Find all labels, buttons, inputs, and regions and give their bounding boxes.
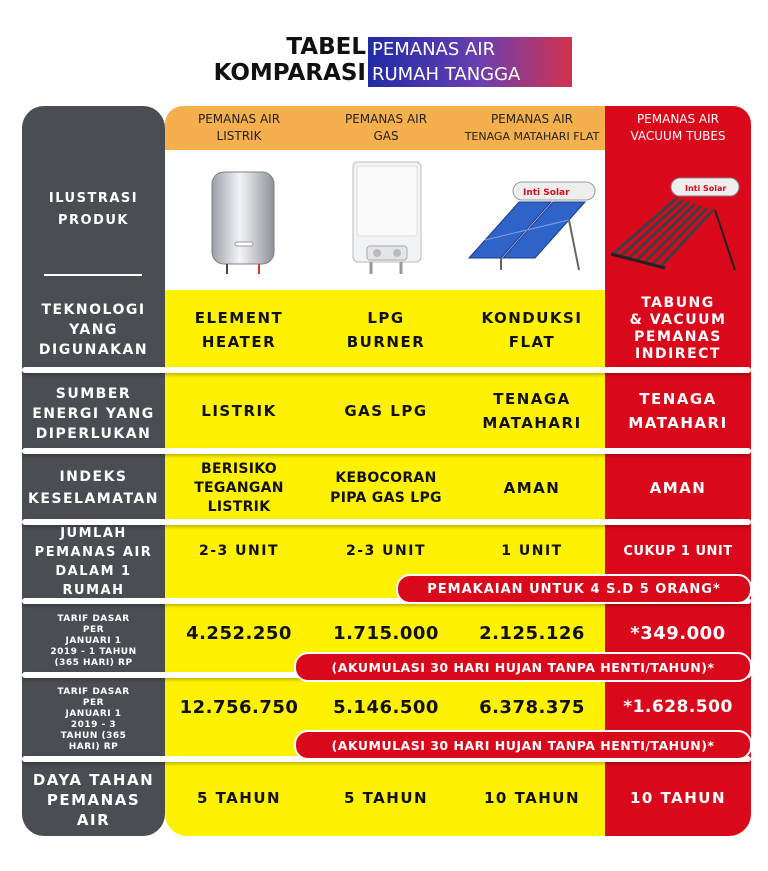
header-vacuum-line2: VACUUM TUBES xyxy=(630,129,726,143)
indeks-electric-1: BERISIKO xyxy=(200,460,278,477)
sumber-vacuum xyxy=(605,375,751,447)
header-solar-flat xyxy=(459,106,605,150)
teknologi-vacuum-4: INDIRECT xyxy=(635,346,721,362)
tarif1-electric-text: 4.252.250 xyxy=(186,622,292,644)
header-electric-line2: LISTRIK xyxy=(216,129,262,143)
sumber-electric xyxy=(165,375,313,447)
tarif3-solar-flat xyxy=(459,690,605,724)
sumber-vacuum-2: MATAHARI xyxy=(628,414,728,432)
label-tarif1-3: JANUARI 1 xyxy=(65,635,122,646)
label-teknologi-2: YANG xyxy=(69,322,118,338)
indeks-vacuum-text: AMAN xyxy=(649,479,707,497)
label-indeks-2: KESELAMATAN xyxy=(27,491,159,507)
jumlah-gas xyxy=(313,536,459,566)
indeks-electric xyxy=(165,456,313,520)
sumber-gas xyxy=(313,375,459,447)
tarif1-vacuum xyxy=(605,616,751,650)
sumber-solar-flat xyxy=(459,375,605,447)
indeks-vacuum xyxy=(605,456,751,520)
label-teknologi-1: TEKNOLOGI xyxy=(41,302,146,318)
label-teknologi xyxy=(22,295,165,365)
indeks-solar-flat xyxy=(459,456,605,520)
label-tarif3-4: 2019 - 3 xyxy=(70,720,117,730)
header-solar-flat-line2: TENAGA MATAHARI FLAT xyxy=(464,130,600,143)
label-indeks xyxy=(22,460,165,516)
indeks-gas-1: KEBOCORAN xyxy=(335,470,437,486)
tarif1-solar-flat-text: 2.125.126 xyxy=(479,622,585,644)
label-tarif3-5: TAHUN (365 xyxy=(60,731,127,741)
teknologi-electric-1: ELEMENT xyxy=(194,309,284,327)
label-tarif1 xyxy=(22,612,165,670)
teknologi-solar-flat-2: FLAT xyxy=(508,333,556,351)
tarif3-note xyxy=(294,730,752,760)
tarif1-note xyxy=(294,652,752,682)
jumlah-electric xyxy=(165,536,313,566)
sumber-gas-text: GAS LPG xyxy=(344,402,428,420)
label-jumlah-3: DALAM 1 RUMAH xyxy=(55,564,132,598)
label-tarif1-4: 2019 - 1 TAHUN xyxy=(50,646,137,657)
label-tarif1-2: PER xyxy=(82,624,105,635)
tarif3-gas-text: 5.146.500 xyxy=(333,696,439,718)
label-tarif1-1: TARIF DASAR xyxy=(57,613,130,624)
indeks-electric-3: LISTRIK xyxy=(207,498,271,515)
title-line2: KOMPARASI xyxy=(213,60,366,86)
tarif3-vacuum-text: *1.628.500 xyxy=(623,697,733,717)
label-daya-1: DAYA TAHAN xyxy=(32,771,155,789)
daya-electric xyxy=(165,780,313,816)
label-sumber-3: DIPERLUKAN xyxy=(35,426,152,442)
tarif1-gas-text: 1.715.000 xyxy=(333,622,439,644)
indeks-gas xyxy=(313,456,459,520)
header-gas-line1: PEMANAS AIR xyxy=(344,112,428,126)
title-text xyxy=(214,34,366,86)
sumber-vacuum-1: TENAGA xyxy=(639,390,717,408)
header-gas-line2: GAS xyxy=(373,129,399,143)
header-gas xyxy=(313,106,459,150)
teknologi-electric-2: HEATER xyxy=(201,333,277,351)
daya-solar-flat xyxy=(459,780,605,816)
label-ilustrasi-1: ILUSTRASI xyxy=(48,191,139,206)
label-tarif3-2: PER xyxy=(82,698,105,708)
title-badge xyxy=(368,37,572,87)
title-badge-line1: PEMANAS AIR xyxy=(372,39,496,60)
tarif1-vacuum-text: *349.000 xyxy=(630,622,726,644)
label-daya-3: AIR xyxy=(76,811,111,829)
sumber-solar-flat-2: MATAHARI xyxy=(482,414,582,432)
header-solar-flat-line1: PEMANAS AIR xyxy=(490,112,574,126)
teknologi-solar-flat xyxy=(459,295,605,365)
indeks-solar-flat-text: AMAN xyxy=(503,479,561,497)
daya-gas-text: 5 TAHUN xyxy=(343,789,429,807)
tarif1-note-text: (AKUMULASI 30 HARI HUJAN TANPA HENTI/TAHUN)* xyxy=(331,659,715,675)
jumlah-vacuum-text: CUKUP 1 UNIT xyxy=(623,543,733,559)
label-daya-2: PEMANAS xyxy=(46,791,141,809)
label-tarif3-6: HARI) RP xyxy=(68,742,119,752)
jumlah-note-text: PEMAKAIAN UNTUK 4 S.D 5 ORANG* xyxy=(427,581,721,597)
jumlah-note xyxy=(396,574,752,604)
indeks-gas-2: PIPA GAS LPG xyxy=(330,490,442,506)
label-ilustrasi xyxy=(22,150,165,270)
tarif3-vacuum xyxy=(605,690,751,724)
daya-electric-text: 5 TAHUN xyxy=(196,789,282,807)
label-indeks-1: INDEKS xyxy=(59,469,128,485)
daya-vacuum xyxy=(605,780,751,816)
daya-gas xyxy=(313,780,459,816)
tarif3-gas xyxy=(313,690,459,724)
label-teknologi-3: DIGUNAKAN xyxy=(38,342,149,358)
teknologi-electric xyxy=(165,295,313,365)
label-tarif3-3: JANUARI 1 xyxy=(65,709,122,719)
tarif3-electric xyxy=(165,690,313,724)
label-tarif3-1: TARIF DASAR xyxy=(57,687,130,697)
brand-label: Inti Solar xyxy=(523,188,570,198)
label-tarif1-5: (365 HARI) RP xyxy=(54,657,133,668)
gas-heater-image xyxy=(313,150,459,290)
teknologi-gas-1: LPG xyxy=(367,309,405,327)
label-jumlah xyxy=(22,526,165,598)
label-jumlah-2: PEMANAS AIR xyxy=(34,545,153,560)
teknologi-gas-2: BURNER xyxy=(346,333,426,351)
jumlah-solar-flat-text: 1 UNIT xyxy=(501,543,563,559)
jumlah-solar-flat xyxy=(459,536,605,566)
label-jumlah-1: JUMLAH xyxy=(60,526,127,541)
teknologi-vacuum xyxy=(605,292,751,366)
header-electric xyxy=(165,106,313,150)
header-electric-line1: PEMANAS AIR xyxy=(197,112,281,126)
jumlah-vacuum xyxy=(605,536,751,566)
solar-flat-image xyxy=(459,150,605,290)
teknologi-vacuum-1: TABUNG xyxy=(641,295,715,311)
teknologi-solar-flat-1: KONDUKSI xyxy=(481,309,583,327)
title-line1: TABEL xyxy=(286,34,366,60)
tarif3-solar-flat-text: 6.378.375 xyxy=(479,696,585,718)
divider xyxy=(44,274,142,276)
daya-solar-flat-text: 10 TAHUN xyxy=(483,789,581,807)
teknologi-vacuum-2: & VACUUM xyxy=(629,312,727,328)
tarif1-electric xyxy=(165,616,313,650)
label-sumber-1: SUMBER xyxy=(55,386,132,402)
row-separator xyxy=(22,448,751,454)
header-vacuum-line1: PEMANAS AIR xyxy=(636,112,720,126)
vacuum-tubes-image xyxy=(605,150,751,290)
sumber-solar-flat-1: TENAGA xyxy=(493,390,571,408)
tarif3-note-text: (AKUMULASI 30 HARI HUJAN TANPA HENTI/TAHUN)* xyxy=(331,737,715,753)
row-separator xyxy=(22,367,751,373)
electric-heater-image xyxy=(165,150,313,290)
tarif1-solar-flat xyxy=(459,616,605,650)
teknologi-gas xyxy=(313,295,459,365)
daya-vacuum-text: 10 TAHUN xyxy=(629,789,727,807)
title-badge-line2: RUMAH TANGGA xyxy=(372,64,521,85)
label-ilustrasi-2: PRODUK xyxy=(57,213,129,228)
brand-label-2: Inti Solar xyxy=(685,184,727,193)
tarif3-electric-text: 12.756.750 xyxy=(179,696,299,718)
label-tarif3 xyxy=(22,686,165,754)
label-sumber xyxy=(22,382,165,446)
sumber-electric-text: LISTRIK xyxy=(201,402,277,420)
teknologi-vacuum-3: PEMANAS xyxy=(634,329,722,345)
label-daya xyxy=(22,770,165,830)
jumlah-electric-text: 2-3 UNIT xyxy=(198,543,279,559)
header-vacuum-tubes xyxy=(605,106,751,150)
tarif1-gas xyxy=(313,616,459,650)
jumlah-gas-text: 2-3 UNIT xyxy=(345,543,426,559)
indeks-electric-2: TEGANGAN xyxy=(194,479,284,496)
label-sumber-2: ENERGI YANG xyxy=(32,406,155,422)
